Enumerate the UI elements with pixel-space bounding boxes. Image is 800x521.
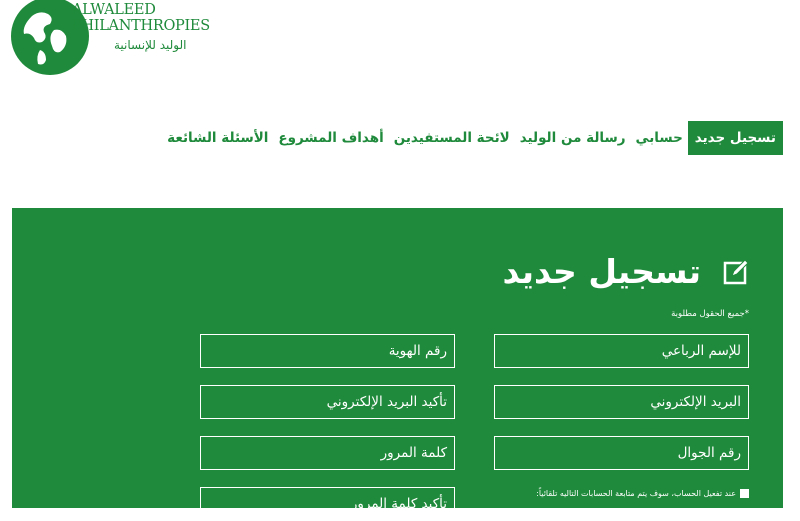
id-number-field[interactable]: رقم الهوية: [200, 334, 455, 368]
agree-row: [536, 489, 749, 498]
mobile-field[interactable]: رقم الجوال: [494, 436, 749, 470]
required-note: *جميع الحقول مطلوبة: [671, 309, 749, 319]
logo-line-2: PHILANTHROPIES: [72, 18, 210, 34]
email-field[interactable]: البريد الإلكتروني: [494, 385, 749, 419]
logo-text-en: [72, 2, 210, 34]
nav-my-account[interactable]: حسابي: [635, 130, 683, 146]
password-confirm-field[interactable]: تأكيد كلمة المرور: [200, 487, 455, 521]
email-confirm-field[interactable]: تأكيد البريد الإلكتروني: [200, 385, 455, 419]
registration-panel: [12, 208, 783, 512]
main-nav: [162, 121, 783, 155]
nav-alwaleed-message[interactable]: رسالة من الوليد: [519, 130, 626, 146]
agree-text: عند تفعيل الحساب، سوف يتم متابعة الحسابات التاليه تلقائياً:: [536, 489, 736, 498]
nav-project-goals[interactable]: أهداف المشروع: [278, 130, 384, 146]
nav-register[interactable]: تسجيل جديد: [688, 121, 783, 155]
form-title: [503, 252, 749, 291]
nav-faq[interactable]: الأسئلة الشائعة: [167, 130, 269, 146]
logo-text-ar: الوليد للإنسانية: [114, 38, 187, 52]
form-title-text: تسجيل جديد: [502, 252, 701, 291]
logo[interactable]: [10, 0, 210, 80]
edit-icon: [723, 259, 749, 285]
agree-checkbox[interactable]: [740, 489, 749, 498]
password-field[interactable]: كلمة المرور: [200, 436, 455, 470]
full-name-field[interactable]: للإسم الرباعي: [494, 334, 749, 368]
globe-icon: [10, 0, 78, 80]
nav-beneficiaries[interactable]: لائحة المستفيدين: [393, 130, 510, 146]
logo-line-1: ALWALEED: [72, 2, 156, 18]
